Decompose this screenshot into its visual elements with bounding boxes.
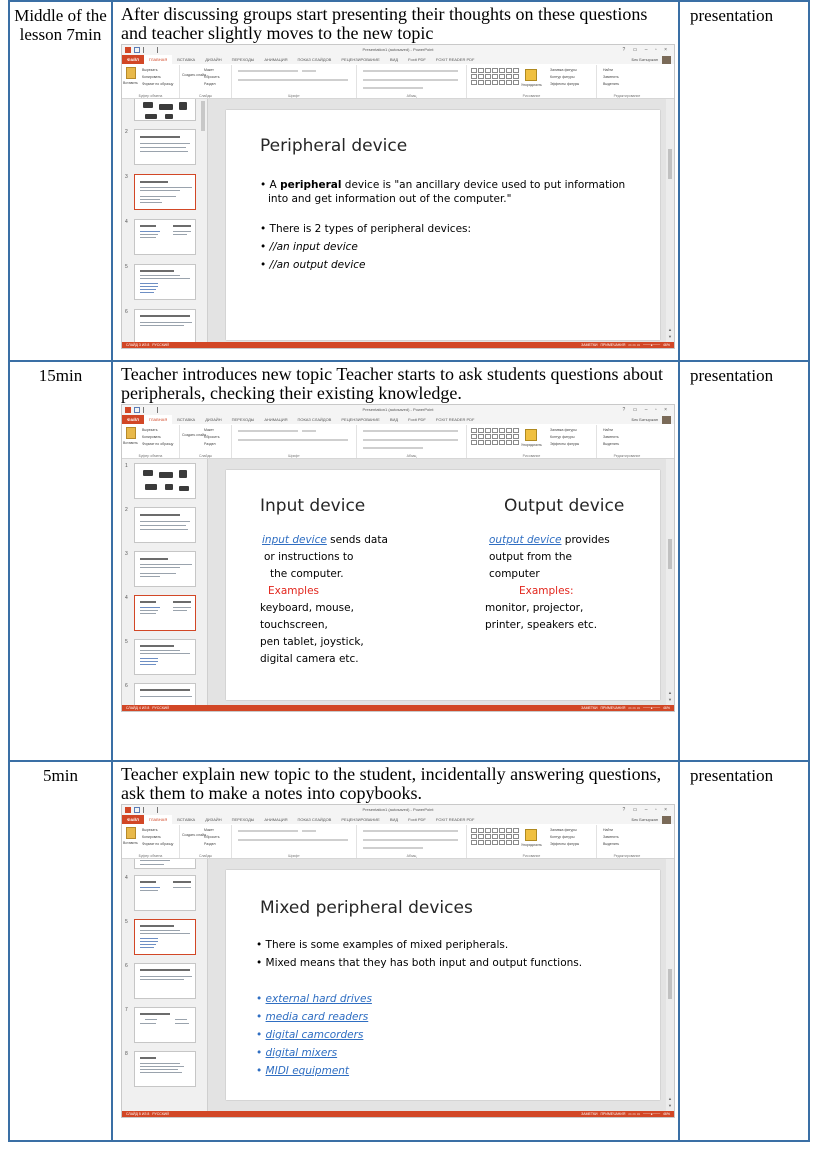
slide-thumbnails-panel[interactable]: 2 3 4 5 6 [122, 99, 208, 342]
clipboard-group [122, 65, 180, 98]
paragraph-row-1[interactable] [363, 70, 458, 72]
paragraph-group [357, 65, 467, 98]
resource-cell: presentation [679, 761, 809, 1141]
lesson-row [9, 1, 809, 361]
font-format-row[interactable] [238, 839, 348, 841]
tab-file[interactable]: ФАЙЛ [122, 55, 144, 64]
input-definition-line: input device sends data [262, 534, 388, 546]
prev-slide-icon[interactable]: ▲ [668, 1096, 672, 1101]
tab-transitions[interactable]: ПЕРЕХОДЫ [231, 57, 255, 62]
slide-thumbnail[interactable] [134, 1051, 196, 1087]
zoom-level[interactable]: 46% [662, 706, 670, 710]
powerpoint-window [121, 804, 675, 1118]
shape-effects-button[interactable]: Эффекты фигуры [550, 842, 580, 846]
tab-transitions[interactable]: ПЕРЕХОДЫ [231, 817, 255, 822]
tab-view[interactable]: ВИД [389, 57, 399, 62]
group-label: Редактирование [613, 854, 641, 858]
title-bar [122, 405, 674, 415]
time-cell: Middle of the lesson 7min [9, 1, 112, 361]
scroll-thumb[interactable] [668, 969, 672, 999]
format-painter-button[interactable]: Формат по образцу [142, 842, 174, 846]
replace-button[interactable]: Заменить [603, 835, 619, 839]
group-label: Шрифт [288, 94, 300, 98]
layout-button[interactable]: Макет [204, 428, 214, 432]
mixed-device-link[interactable]: MIDI equipment [265, 1065, 350, 1077]
language-indicator[interactable]: РУССКИЙ [152, 343, 169, 347]
title-bar [122, 805, 674, 815]
group-label: Рисование [522, 454, 541, 458]
activity-description: Teacher introduces new topic Teacher starts to ask students questions about peripherals, checking their existing knowledge. [121, 364, 663, 403]
slide-canvas[interactable] [226, 870, 660, 1100]
format-painter-button[interactable]: Формат по образцу [142, 442, 174, 446]
group-label: Буфер обмена [138, 454, 163, 458]
cut-button[interactable]: Вырезать [142, 828, 158, 832]
shape-effects-button[interactable]: Эффекты фигуры [550, 82, 580, 86]
shape-fill-button[interactable]: Заливка фигуры [550, 828, 577, 832]
next-slide-icon[interactable]: ▼ [668, 1103, 672, 1108]
paragraph-row-2[interactable] [363, 79, 458, 81]
output-examples-heading: Examples: [519, 585, 574, 597]
resource-cell: presentation [679, 1, 809, 361]
shape-fill-button[interactable]: Заливка фигуры [550, 68, 577, 72]
section-button[interactable]: Раздел [204, 842, 216, 846]
paragraph-row-3[interactable] [363, 847, 423, 849]
next-slide-icon[interactable]: ▼ [668, 697, 672, 702]
lesson-row [9, 761, 809, 1141]
window-title: Presentation1 (autosaved) - PowerPoint [362, 807, 434, 812]
font-name-box[interactable] [238, 70, 298, 72]
slide-bullet: • Mixed means that they has both input and output functions. [256, 957, 583, 969]
thumb-image [165, 114, 173, 119]
paste-icon[interactable] [126, 67, 136, 79]
select-button[interactable]: Выделить [603, 442, 620, 446]
thumb-image [159, 472, 173, 478]
lesson-plan-table [8, 0, 810, 1142]
group-label: Абзац [406, 454, 417, 458]
reset-button[interactable]: Сбросить [204, 835, 220, 839]
work-area [122, 859, 674, 1111]
slide-canvas[interactable] [226, 470, 660, 700]
slides-group [180, 425, 232, 458]
layout-button[interactable]: Макет [204, 68, 214, 72]
thumb-image [159, 104, 173, 110]
tab-foxit[interactable]: Foxit PDF [408, 817, 426, 822]
user-name[interactable]: Бек Батыржан [631, 817, 658, 822]
cut-button[interactable]: Вырезать [142, 68, 158, 72]
slide-title-right: Output device [504, 496, 625, 516]
group-label: Слайды [198, 854, 213, 858]
thumbnails-scrollbar[interactable] [201, 101, 205, 131]
font-group [232, 65, 357, 98]
slide-canvas[interactable] [226, 110, 660, 340]
tab-animation[interactable]: АНИМАЦИЯ [264, 57, 288, 62]
mixed-device-item: • digital camcorders [256, 1029, 364, 1041]
paste-button[interactable]: Вставить [123, 81, 138, 85]
window-controls[interactable]: ? ▭ – ▫ × [622, 807, 670, 813]
paste-button[interactable]: Вставить [123, 441, 138, 445]
shape-outline-button[interactable]: Контур фигуры [550, 435, 575, 439]
output-definition-line: output device provides [489, 534, 610, 546]
ribbon-tabs [122, 815, 674, 824]
arrange-button[interactable]: Упорядочить [521, 443, 542, 447]
slide-thumbnails-panel[interactable]: 4 5 6 7 8 [122, 859, 208, 1111]
ribbon [122, 424, 674, 459]
shapes-gallery[interactable] [471, 428, 519, 445]
ribbon [122, 824, 674, 859]
paragraph-row-3[interactable] [363, 447, 423, 449]
mixed-device-link[interactable]: digital mixers [265, 1047, 338, 1059]
comments-button[interactable]: ПРИМЕЧАНИЯ [600, 1112, 626, 1116]
group-label: Редактирование [613, 454, 641, 458]
tab-foxit-reader[interactable]: FOXIT READER PDF [435, 817, 475, 822]
comments-button[interactable]: ПРИМЕЧАНИЯ [600, 343, 626, 347]
slide-bullet: • A peripheral device is "an ancillary device used to put information [260, 179, 626, 191]
font-group [232, 825, 357, 858]
input-definition-line: or instructions to [264, 551, 354, 563]
group-label: Шрифт [288, 854, 300, 858]
mixed-device-item: • MIDI equipment [256, 1065, 350, 1077]
format-painter-button[interactable]: Формат по образцу [142, 82, 174, 86]
powerpoint-window [121, 44, 675, 349]
tab-file[interactable]: ФАЙЛ [122, 415, 144, 424]
output-example: monitor, projector, [485, 602, 584, 614]
language-indicator[interactable]: РУССКИЙ [152, 1112, 169, 1116]
shapes-gallery[interactable] [471, 68, 519, 85]
slide-counter: СЛАЙД 4 ИЗ 8 [126, 706, 150, 710]
group-label: Буфер обмена [138, 94, 163, 98]
tab-home[interactable]: ГЛАВНАЯ [144, 415, 172, 424]
activity-cell [112, 761, 679, 1141]
slide-bullet: • There is some examples of mixed peripherals. [256, 939, 509, 951]
window-controls[interactable]: ? ▭ – ▫ × [622, 47, 670, 53]
slide-thumbnail[interactable] [134, 309, 196, 342]
powerpoint-window [121, 404, 675, 712]
tab-insert[interactable]: ВСТАВКА [177, 417, 196, 422]
slide-thumbnail[interactable] [134, 264, 196, 300]
ribbon-tabs [122, 55, 674, 64]
input-example: pen tablet, joystick, [260, 636, 364, 648]
mixed-device-item: • media card readers [256, 1011, 369, 1023]
input-definition-line: the computer. [270, 568, 344, 580]
slide-bullet: • //an output device [260, 259, 366, 271]
editing-group [597, 425, 657, 458]
slide-thumbnail[interactable] [134, 219, 196, 255]
drawing-group [467, 65, 597, 98]
tab-slideshow[interactable]: ПОКАЗ СЛАЙДОВ [297, 57, 332, 62]
activity-description: Teacher explain new topic to the student, incidentally answering questions, ask them to make a notes into copybooks. [121, 764, 662, 803]
lesson-row [9, 361, 809, 761]
window-title: Presentation1 (autosaved) - PowerPoint [362, 407, 434, 412]
slide-bullet-continued: into and get information out of the computer." [268, 193, 512, 205]
slides-group [180, 65, 232, 98]
work-area [122, 459, 674, 705]
arrange-button[interactable]: Упорядочить [521, 843, 542, 847]
tab-review[interactable]: РЕЦЕНЗИРОВАНИЕ [341, 57, 380, 62]
output-definition-line: computer [489, 568, 540, 580]
arrange-icon[interactable] [525, 829, 537, 841]
group-label: Слайды [198, 454, 213, 458]
copy-button[interactable]: Копировать [142, 75, 161, 79]
new-slide-button[interactable]: Создать слайд [182, 433, 207, 437]
font-size-box[interactable] [302, 830, 316, 832]
slide-bullet: • //an input device [260, 241, 358, 253]
thumb-image [179, 486, 189, 491]
select-button[interactable]: Выделить [603, 82, 620, 86]
shape-outline-button[interactable]: Контур фигуры [550, 75, 575, 79]
clipboard-group [122, 825, 180, 858]
scroll-thumb[interactable] [668, 149, 672, 179]
tab-foxit-reader[interactable]: FOXIT READER PDF [435, 417, 475, 422]
font-format-row[interactable] [238, 79, 348, 81]
status-bar: СЛАЙД 4 ИЗ 8 РУССКИЙ ЗАМЕТКИ ПРИМЕЧАНИЯ ▭ ▭ ▭ ───●─── 46% [122, 705, 674, 711]
tab-transitions[interactable]: ПЕРЕХОДЫ [231, 417, 255, 422]
paragraph-row-1[interactable] [363, 830, 458, 832]
thumb-image [165, 484, 173, 490]
prev-slide-icon[interactable]: ▲ [668, 690, 672, 695]
slide-thumbnail[interactable] [134, 99, 196, 121]
tab-home[interactable]: ГЛАВНАЯ [144, 815, 172, 824]
layout-button[interactable]: Макет [204, 828, 214, 832]
activity-description: After discussing groups start presenting their thoughts on these questions and teacher slightly moves to the new topic [121, 4, 648, 43]
output-device-link[interactable]: output device [489, 534, 562, 546]
reset-button[interactable]: Сбросить [204, 75, 220, 79]
thumb-image [143, 102, 153, 108]
section-button[interactable]: Раздел [204, 82, 216, 86]
prev-slide-icon[interactable]: ▲ [668, 327, 672, 332]
avatar[interactable] [662, 416, 671, 424]
tab-view[interactable]: ВИД [389, 417, 399, 422]
window-controls[interactable]: ? ▭ – ▫ × [622, 407, 670, 413]
activity-cell [112, 361, 679, 761]
mixed-device-link[interactable]: external hard drives [265, 993, 372, 1005]
input-example: keyboard, mouse, [260, 602, 354, 614]
tab-foxit-reader[interactable]: FOXIT READER PDF [435, 57, 475, 62]
mixed-device-item: • digital mixers [256, 1047, 338, 1059]
font-format-row[interactable] [238, 439, 348, 441]
notes-button[interactable]: ЗАМЕТКИ [581, 706, 598, 710]
slide-scrollbar[interactable] [666, 859, 674, 1111]
slide-thumbnail-selected[interactable] [134, 595, 196, 631]
tab-view[interactable]: ВИД [389, 817, 399, 822]
tab-design[interactable]: ДИЗАЙН [205, 417, 222, 422]
replace-button[interactable]: Заменить [603, 435, 619, 439]
paragraph-row-1[interactable] [363, 430, 458, 432]
tab-foxit[interactable]: Foxit PDF [408, 57, 426, 62]
paragraph-row-2[interactable] [363, 439, 458, 441]
group-label: Шрифт [288, 454, 300, 458]
group-label: Редактирование [613, 94, 641, 98]
next-slide-icon[interactable]: ▼ [668, 334, 672, 339]
slide-thumbnail[interactable] [134, 963, 196, 999]
reset-button[interactable]: Сбросить [204, 435, 220, 439]
new-slide-button[interactable]: Создать слайд [182, 73, 207, 77]
copy-button[interactable]: Копировать [142, 835, 161, 839]
shape-outline-button[interactable]: Контур фигуры [550, 835, 575, 839]
tab-insert[interactable]: ВСТАВКА [177, 817, 196, 822]
slide-scrollbar[interactable] [666, 459, 674, 705]
slide-thumbnail[interactable] [134, 683, 196, 705]
thumb-image [145, 114, 157, 119]
group-label: Рисование [522, 854, 541, 858]
find-button[interactable]: Найти [603, 828, 613, 832]
paragraph-row-2[interactable] [363, 839, 458, 841]
input-example: touchscreen, [260, 619, 328, 631]
window-title: Presentation1 (autosaved) - PowerPoint [362, 47, 434, 52]
status-bar: СЛАЙД 3 ИЗ 8 РУССКИЙ ЗАМЕТКИ ПРИМЕЧАНИЯ ▭ ▭ ▭ ───●─── 46% [122, 342, 674, 348]
tab-slideshow[interactable]: ПОКАЗ СЛАЙДОВ [297, 417, 332, 422]
find-button[interactable]: Найти [603, 428, 613, 432]
slide-thumbnails-panel[interactable]: 1 2 3 4 5 6 [122, 459, 208, 705]
slide-title-left: Input device [260, 496, 366, 516]
group-label: Абзац [406, 94, 417, 98]
paste-icon[interactable] [126, 827, 136, 839]
slides-group [180, 825, 232, 858]
font-name-box[interactable] [238, 830, 298, 832]
user-name[interactable]: Бек Батыржан [631, 417, 658, 422]
paragraph-group [357, 825, 467, 858]
font-group [232, 425, 357, 458]
slide-counter: СЛАЙД 3 ИЗ 8 [126, 343, 150, 347]
thumb-image [179, 102, 187, 110]
slide-thumbnail[interactable] [134, 875, 196, 911]
tab-design[interactable]: ДИЗАЙН [205, 817, 222, 822]
clipboard-group [122, 425, 180, 458]
replace-button[interactable]: Заменить [603, 75, 619, 79]
cut-button[interactable]: Вырезать [142, 428, 158, 432]
slide-title: Peripheral device [260, 136, 408, 156]
avatar[interactable] [662, 816, 671, 824]
slide-bullet: • There is 2 types of peripheral devices: [260, 223, 472, 235]
tab-file[interactable]: ФАЙЛ [122, 815, 144, 824]
title-bar [122, 45, 674, 55]
thumb-image [143, 470, 153, 476]
ribbon [122, 64, 674, 99]
tab-design[interactable]: ДИЗАЙН [205, 57, 222, 62]
thumb-image [179, 470, 187, 478]
time-cell: 5min [9, 761, 112, 1141]
shape-effects-button[interactable]: Эффекты фигуры [550, 442, 580, 446]
zoom-level[interactable]: 46% [662, 343, 670, 347]
paragraph-row-3[interactable] [363, 87, 423, 89]
slide-thumbnail-selected[interactable] [134, 174, 196, 210]
slide-thumbnail-selected[interactable] [134, 919, 196, 955]
slide-title: Mixed peripheral devices [260, 898, 473, 918]
language-indicator[interactable]: РУССКИЙ [152, 706, 169, 710]
group-label: Рисование [522, 94, 541, 98]
font-name-box[interactable] [238, 430, 298, 432]
ribbon-tabs [122, 415, 674, 424]
drawing-group [467, 825, 597, 858]
status-bar: СЛАЙД 5 ИЗ 8 РУССКИЙ ЗАМЕТКИ ПРИМЕЧАНИЯ ▭ ▭ ▭ ───●─── 46% [122, 1111, 674, 1117]
paragraph-group [357, 425, 467, 458]
slide-counter: СЛАЙД 5 ИЗ 8 [126, 1112, 150, 1116]
tab-animation[interactable]: АНИМАЦИЯ [264, 817, 288, 822]
group-label: Абзац [406, 854, 417, 858]
slide-scrollbar[interactable] [666, 99, 674, 342]
font-size-box[interactable] [302, 430, 316, 432]
mixed-device-item: • external hard drives [256, 993, 372, 1005]
mixed-device-link[interactable]: media card readers [265, 1011, 369, 1023]
output-example: printer, speakers etc. [485, 619, 598, 631]
copy-button[interactable]: Копировать [142, 435, 161, 439]
mixed-device-link[interactable]: digital camcorders [265, 1029, 364, 1041]
avatar[interactable] [662, 56, 671, 64]
group-label: Буфер обмена [138, 854, 163, 858]
arrange-icon[interactable] [525, 429, 537, 441]
slide-thumbnail[interactable] [134, 463, 196, 499]
tab-insert[interactable]: ВСТАВКА [177, 57, 196, 62]
paste-icon[interactable] [126, 427, 136, 439]
shapes-gallery[interactable] [471, 828, 519, 845]
tab-home[interactable]: ГЛАВНАЯ [144, 55, 172, 64]
font-size-box[interactable] [302, 70, 316, 72]
tab-slideshow[interactable]: ПОКАЗ СЛАЙДОВ [297, 817, 332, 822]
section-button[interactable]: Раздел [204, 442, 216, 446]
activity-cell [112, 1, 679, 361]
slide-thumbnail[interactable] [134, 859, 196, 869]
select-button[interactable]: Выделить [603, 842, 620, 846]
input-example: digital camera etc. [260, 653, 359, 665]
thumb-image [145, 484, 157, 490]
slide-thumbnail[interactable] [134, 129, 196, 165]
slide-thumbnail[interactable] [134, 507, 196, 543]
slide-thumbnail[interactable] [134, 639, 196, 675]
slide-thumbnail[interactable] [134, 551, 196, 587]
notes-button[interactable]: ЗАМЕТКИ [581, 1112, 598, 1116]
input-device-link[interactable]: input device [262, 534, 327, 546]
scroll-thumb[interactable] [668, 539, 672, 569]
slide-thumbnail[interactable] [134, 1007, 196, 1043]
find-button[interactable]: Найти [603, 68, 613, 72]
paste-button[interactable]: Вставить [123, 841, 138, 845]
tab-foxit[interactable]: Foxit PDF [408, 417, 426, 422]
editing-group [597, 65, 657, 98]
tab-animation[interactable]: АНИМАЦИЯ [264, 417, 288, 422]
user-name[interactable]: Бек Батыржан [631, 57, 658, 62]
tab-review[interactable]: РЕЦЕНЗИРОВАНИЕ [341, 817, 380, 822]
shape-fill-button[interactable]: Заливка фигуры [550, 428, 577, 432]
zoom-level[interactable]: 46% [662, 1112, 670, 1116]
output-definition-line: output from the [489, 551, 572, 563]
arrange-icon[interactable] [525, 69, 537, 81]
group-label: Слайды [198, 94, 213, 98]
time-cell: 15min [9, 361, 112, 761]
new-slide-button[interactable]: Создать слайд [182, 833, 207, 837]
comments-button[interactable]: ПРИМЕЧАНИЯ [600, 706, 626, 710]
input-examples-heading: Examples [268, 585, 320, 597]
arrange-button[interactable]: Упорядочить [521, 83, 542, 87]
work-area [122, 99, 674, 342]
tab-review[interactable]: РЕЦЕНЗИРОВАНИЕ [341, 417, 380, 422]
editing-group [597, 825, 657, 858]
resource-cell: presentation [679, 361, 809, 761]
drawing-group [467, 425, 597, 458]
notes-button[interactable]: ЗАМЕТКИ [581, 343, 598, 347]
